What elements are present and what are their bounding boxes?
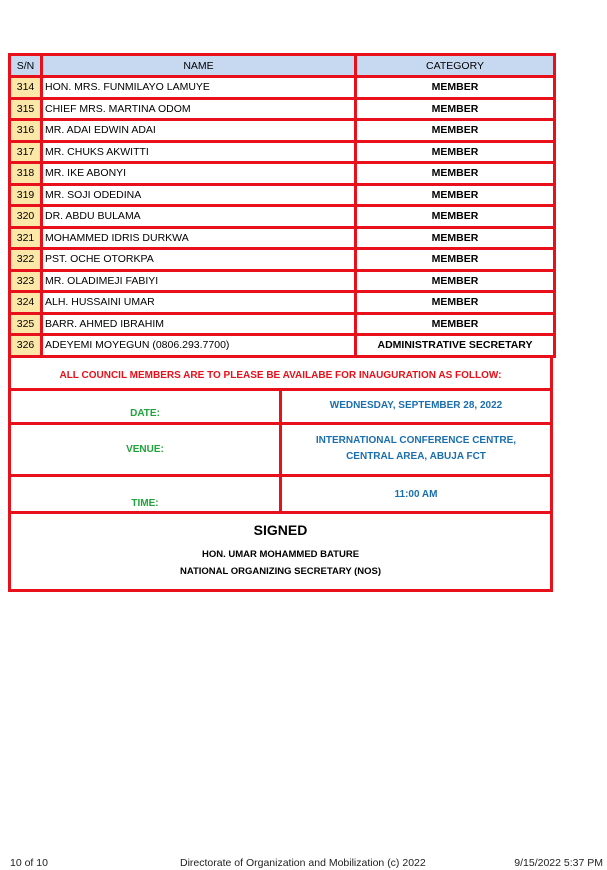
- row-name: HON. MRS. FUNMILAYO LAMUYE: [42, 77, 356, 99]
- row-name: MR. SOJI ODEDINA: [42, 184, 356, 206]
- table-row: [10, 141, 555, 163]
- table-row: [10, 249, 555, 271]
- members-table: [8, 53, 556, 358]
- table-row: [10, 98, 555, 120]
- venue-line-2: CENTRAL AREA, ABUJA FCT: [346, 451, 486, 462]
- header-category: CATEGORY: [356, 55, 555, 77]
- row-category: MEMBER: [356, 98, 555, 120]
- row-sn: 314: [10, 77, 42, 99]
- row-name: ALH. HUSSAINI UMAR: [42, 292, 356, 314]
- table-row: [10, 77, 555, 99]
- footer-datetime: 9/15/2022 5:37 PM: [514, 857, 603, 869]
- venue-line-1: INTERNATIONAL CONFERENCE CENTRE,: [315, 435, 517, 446]
- row-sn: 319: [10, 184, 42, 206]
- venue-label: VENUE:: [10, 423, 281, 475]
- row-name: MR. OLADIMEJI FABIYI: [42, 270, 356, 292]
- row-name: PST. OCHE OTORKPA: [42, 249, 356, 271]
- table-row: [10, 184, 555, 206]
- row-name: BARR. AHMED IBRAHIM: [42, 313, 356, 335]
- table-row: [10, 335, 555, 357]
- row-category: MEMBER: [356, 292, 555, 314]
- table-row: [10, 270, 555, 292]
- header-name: NAME: [42, 55, 356, 77]
- row-name: DR. ABDU BULAMA: [42, 206, 356, 228]
- table-row: [10, 313, 555, 335]
- header-sn: S/N: [10, 55, 42, 77]
- row-category: MEMBER: [356, 249, 555, 271]
- row-category: MEMBER: [356, 141, 555, 163]
- time-value: 11:00 AM: [281, 475, 552, 512]
- row-sn: 320: [10, 206, 42, 228]
- table-row: [10, 163, 555, 185]
- row-category: MEMBER: [356, 270, 555, 292]
- table-row: [10, 120, 555, 142]
- table-row: [10, 227, 555, 249]
- row-name: MR. IKE ABONYI: [42, 163, 356, 185]
- row-category: ADMINISTRATIVE SECRETARY: [356, 335, 555, 357]
- row-sn: 321: [10, 227, 42, 249]
- row-sn: 326: [10, 335, 42, 357]
- row-sn: 325: [10, 313, 42, 335]
- row-sn: 315: [10, 98, 42, 120]
- row-sn: 318: [10, 163, 42, 185]
- venue-value: [281, 423, 552, 475]
- footer-organization: Directorate of Organization and Mobilization (c) 2022: [180, 857, 426, 869]
- time-label: TIME:: [10, 475, 281, 512]
- signed-title: SIGNED: [253, 522, 308, 538]
- row-name: MR. CHUKS AKWITTI: [42, 141, 356, 163]
- inauguration-info-table: [8, 355, 553, 592]
- row-category: MEMBER: [356, 184, 555, 206]
- table-row: [10, 292, 555, 314]
- date-row: [10, 389, 552, 423]
- row-category: MEMBER: [356, 206, 555, 228]
- members-table-body: [10, 77, 555, 357]
- row-name: MOHAMMED IDRIS DURKWA: [42, 227, 356, 249]
- signatory-position: NATIONAL ORGANIZING SECRETARY (NOS): [179, 566, 382, 577]
- row-sn: 317: [10, 141, 42, 163]
- row-category: MEMBER: [356, 77, 555, 99]
- table-row: [10, 206, 555, 228]
- venue-row: [10, 423, 552, 475]
- page-footer: [0, 857, 607, 870]
- date-value: WEDNESDAY, SEPTEMBER 28, 2022: [281, 389, 552, 423]
- row-category: MEMBER: [356, 120, 555, 142]
- row-category: MEMBER: [356, 227, 555, 249]
- inauguration-notice: ALL COUNCIL MEMBERS ARE TO PLEASE BE AVAILABE FOR INAUGURATION AS FOLLOW:: [10, 356, 552, 389]
- row-sn: 324: [10, 292, 42, 314]
- signatory-name: HON. UMAR MOHAMMED BATURE: [201, 549, 360, 560]
- row-name: CHIEF MRS. MARTINA ODOM: [42, 98, 356, 120]
- row-name: MR. ADAI EDWIN ADAI: [42, 120, 356, 142]
- table-header-row: [10, 55, 555, 77]
- document-sheet: [8, 53, 553, 592]
- row-category: MEMBER: [356, 313, 555, 335]
- date-label: DATE:: [10, 389, 281, 423]
- signature-row: [10, 512, 552, 590]
- row-sn: 323: [10, 270, 42, 292]
- page-number: 10 of 10: [10, 857, 48, 869]
- row-name: ADEYEMI MOYEGUN (0806.293.7700): [42, 335, 356, 357]
- notice-row: [10, 356, 552, 389]
- row-sn: 322: [10, 249, 42, 271]
- row-category: MEMBER: [356, 163, 555, 185]
- time-row: [10, 475, 552, 512]
- signature-block: [10, 512, 552, 590]
- row-sn: 316: [10, 120, 42, 142]
